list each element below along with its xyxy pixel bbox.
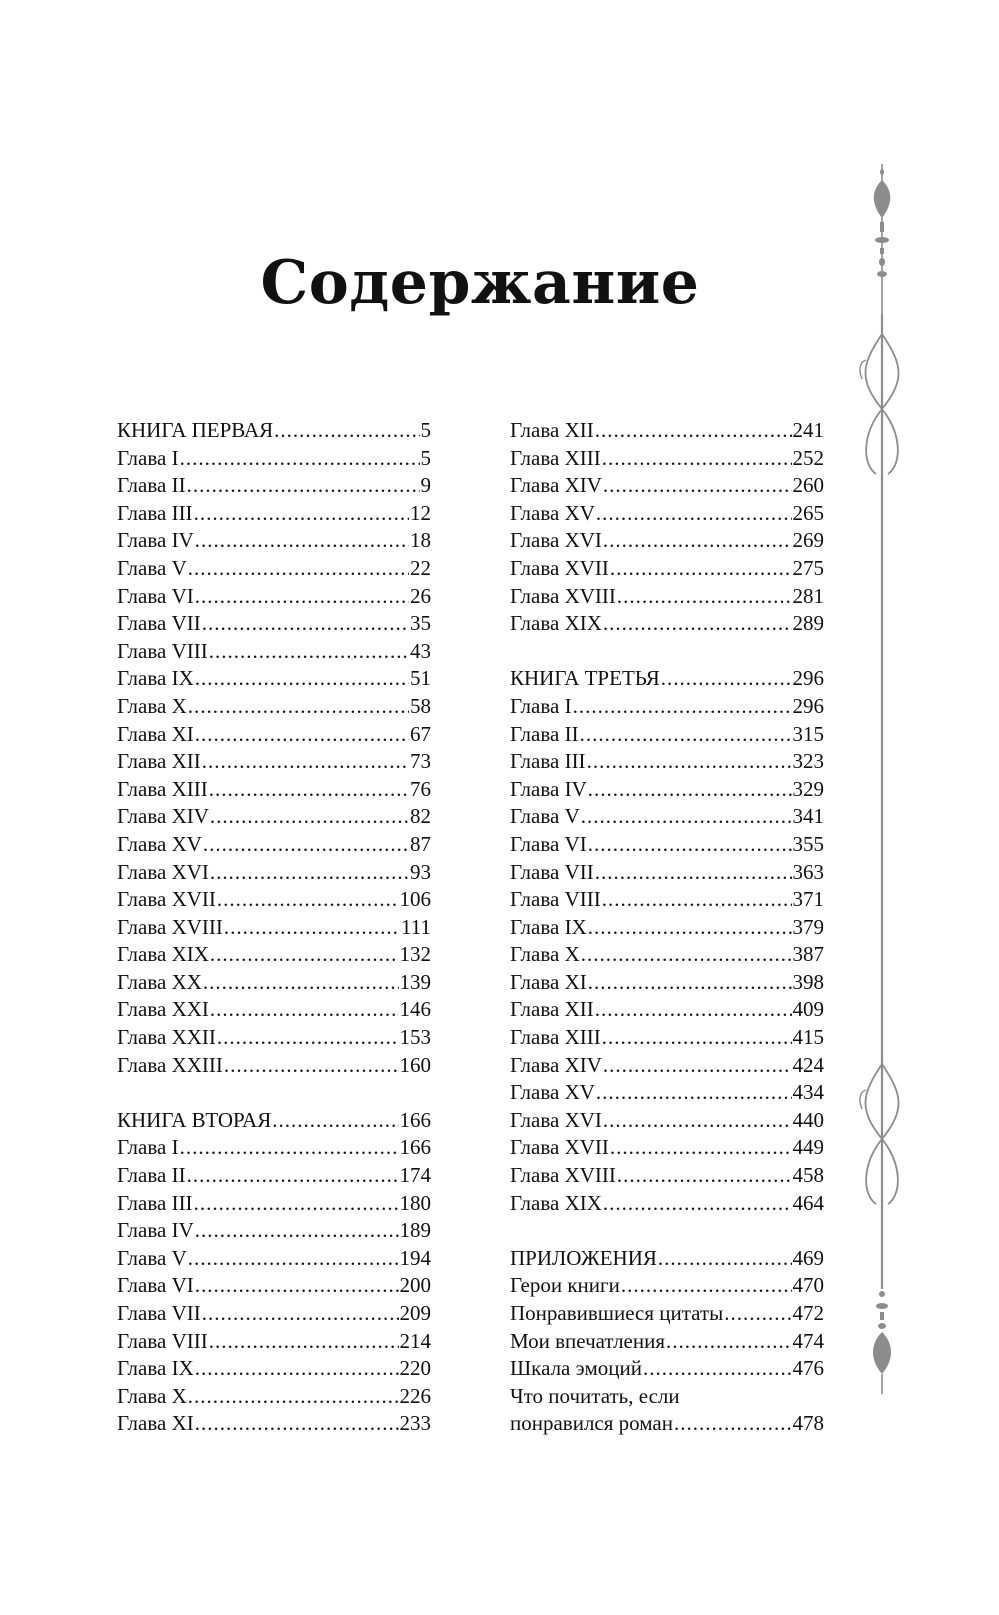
toc-section-entry: [117, 417, 431, 445]
toc-entry-label: Герои книги: [510, 1273, 620, 1298]
dot-leader: [195, 721, 409, 749]
toc-entry-label: Глава XV: [510, 500, 595, 525]
toc-entry: [117, 1134, 431, 1162]
toc-entry: [510, 1162, 824, 1190]
dot-leader: [180, 445, 420, 473]
toc-page-number: 476: [792, 1356, 824, 1381]
dot-leader: [195, 1217, 399, 1245]
dot-leader: [595, 996, 792, 1024]
toc-entry-label: Глава XIV: [117, 804, 209, 829]
dot-leader: [203, 969, 399, 997]
toc-page-number: 341: [792, 804, 824, 829]
dot-leader: [603, 1052, 792, 1080]
toc-page-number: 440: [792, 1107, 824, 1132]
toc-entry-label: КНИГА ПЕРВАЯ: [117, 418, 274, 442]
toc-page-number: 146: [399, 997, 431, 1022]
toc-entry: [117, 555, 431, 583]
toc-entry: [510, 1052, 824, 1080]
toc-entry-label: Глава VI: [510, 831, 587, 856]
toc-page-number: 233: [399, 1411, 431, 1436]
dot-leader: [187, 1162, 399, 1190]
dot-leader: [666, 1328, 791, 1356]
toc-page-number: 315: [792, 721, 824, 746]
dot-leader: [610, 1134, 792, 1162]
dot-leader: [588, 831, 792, 859]
toc-page-number: 132: [399, 942, 431, 967]
toc-page-number: 329: [792, 776, 824, 801]
toc-entry-label: Глава XIV: [510, 473, 602, 498]
dot-leader: [588, 776, 792, 804]
toc-entry-label: Глава XIX: [510, 611, 602, 636]
toc-page-number: 58: [410, 693, 431, 718]
toc-entry: [117, 914, 431, 942]
dot-leader: [195, 583, 409, 611]
toc-entry-label: Глава I: [510, 693, 572, 718]
toc-page-number: 5: [420, 445, 431, 470]
toc-page-number: 424: [792, 1052, 824, 1077]
toc-page-number: 51: [410, 666, 431, 691]
toc-entry: [510, 1024, 824, 1052]
toc-page-number: 458: [792, 1163, 824, 1188]
toc-page-number: 323: [792, 749, 824, 774]
toc-page-number: 12: [410, 500, 431, 525]
dot-leader: [573, 693, 792, 721]
toc-entry-label: Шкала эмоций: [510, 1356, 642, 1381]
toc-page-number: 265: [792, 500, 824, 525]
toc-entry: [510, 1328, 824, 1356]
toc-entry-label: Глава II: [117, 473, 186, 498]
toc-page-number: 260: [792, 473, 824, 498]
toc-page-number: 363: [792, 859, 824, 884]
toc-entry: [510, 1190, 824, 1218]
toc-page-number: 470: [792, 1273, 824, 1298]
toc-entry-label: Глава III: [510, 749, 586, 774]
toc-page-number: 469: [792, 1245, 824, 1270]
dot-leader: [581, 803, 792, 831]
toc-page-number: 275: [792, 555, 824, 580]
toc-entry-label: Понравившиеся цитаты: [510, 1301, 724, 1325]
toc-entry: [510, 610, 824, 638]
toc-entry-label: Глава XVIII: [510, 1163, 616, 1188]
dot-leader: [180, 1134, 399, 1162]
toc-page-number: 22: [410, 555, 431, 580]
dot-leader: [210, 803, 409, 831]
dot-leader: [224, 1052, 399, 1080]
toc-entry-label: Глава XXI: [117, 997, 209, 1022]
toc-entry: [117, 665, 431, 693]
toc-entry-label: понравился роман: [510, 1411, 673, 1436]
toc-entry: [510, 996, 824, 1024]
toc-page-number: 26: [410, 583, 431, 608]
dot-leader: [603, 1107, 792, 1135]
dot-leader: [209, 776, 409, 804]
dot-leader: [588, 914, 792, 942]
dot-leader: [195, 527, 409, 555]
dot-leader: [595, 859, 792, 887]
dot-leader: [195, 1410, 399, 1438]
toc-section-entry: [510, 665, 824, 693]
toc-entry: [510, 914, 824, 942]
toc-entry-label: Глава VI: [117, 1273, 194, 1298]
toc-entry: [510, 941, 824, 969]
dot-leader: [195, 665, 409, 693]
toc-entry-label: Глава V: [117, 555, 187, 580]
dot-leader: [658, 1245, 792, 1273]
toc-entry-label: Глава XIII: [117, 776, 208, 801]
toc-page-number: 139: [399, 969, 431, 994]
dot-leader: [724, 1300, 791, 1328]
dot-leader: [580, 721, 792, 749]
toc-page-number: 82: [410, 804, 431, 829]
toc-entry: [117, 472, 431, 500]
toc-entry-label: Глава XVII: [117, 887, 216, 912]
dot-leader: [194, 500, 409, 528]
dot-leader: [596, 500, 792, 528]
toc-entry: [510, 445, 824, 473]
toc-entry-label: Глава XV: [117, 831, 202, 856]
toc-page-number: 35: [410, 611, 431, 636]
toc-page-number: 180: [399, 1190, 431, 1215]
dot-leader: [602, 1024, 792, 1052]
toc-page-number: 474: [792, 1328, 824, 1353]
toc-entry: [117, 831, 431, 859]
toc-entry-label: Глава VIII: [510, 887, 601, 912]
toc-page-number: 379: [792, 914, 824, 939]
dot-leader: [621, 1272, 792, 1300]
dot-leader: [195, 1272, 399, 1300]
toc-entry-label: Глава XII: [117, 749, 201, 774]
toc-entry-label: Глава III: [117, 500, 193, 525]
dot-leader: [603, 472, 792, 500]
dot-leader: [187, 472, 420, 500]
toc-entry-label: Глава V: [510, 804, 580, 829]
toc-entry-label: Глава XVIII: [510, 583, 616, 608]
toc-entry: [117, 500, 431, 528]
dot-leader: [587, 748, 792, 776]
toc-column-left: [117, 417, 431, 1438]
toc-page-number: 87: [410, 831, 431, 856]
toc-entry: [117, 776, 431, 804]
toc-entry: [510, 1107, 824, 1135]
toc-entry-label: Глава IX: [117, 666, 194, 691]
dot-leader: [603, 1190, 792, 1218]
toc-entry: [117, 1052, 431, 1080]
toc-entry-label: Глава III: [117, 1190, 193, 1215]
toc-entry-label: Глава VII: [117, 1301, 201, 1325]
toc-entry-label: Глава I: [117, 445, 179, 470]
toc-entry: [117, 1300, 431, 1328]
dot-leader: [202, 1300, 399, 1328]
toc-page-number: 5: [420, 418, 431, 442]
toc-entry-label: Глава XII: [510, 997, 594, 1022]
toc-entry: [117, 1024, 431, 1052]
toc-entry: [117, 610, 431, 638]
toc-entry-label: Глава X: [510, 942, 580, 967]
toc-entry-label: Глава IV: [510, 776, 587, 801]
toc-entry-label: Глава VIII: [117, 1328, 208, 1353]
toc-page-number: 296: [792, 693, 824, 718]
dot-leader: [224, 914, 400, 942]
toc-entry: [510, 886, 824, 914]
dot-leader: [202, 610, 409, 638]
dot-leader: [210, 996, 399, 1024]
dot-leader: [595, 417, 792, 445]
toc-entry: [510, 583, 824, 611]
toc-page-number: 174: [399, 1163, 431, 1188]
dot-leader: [210, 859, 409, 887]
toc-entry: [117, 527, 431, 555]
toc-entry: [510, 1355, 824, 1383]
toc-entry-label: Глава XX: [117, 969, 202, 994]
dot-leader: [603, 527, 792, 555]
toc-entry-label: Мои впечатления: [510, 1328, 666, 1353]
toc-entry-label: Глава V: [117, 1245, 187, 1270]
toc-entry: [117, 1217, 431, 1245]
toc-page-number: 281: [792, 583, 824, 608]
toc-page-number: 387: [792, 942, 824, 967]
toc-page-number: 269: [792, 528, 824, 553]
dot-leader: [217, 886, 399, 914]
toc-section-entry: [510, 1245, 824, 1273]
toc-entry: [117, 1272, 431, 1300]
toc-entry: [510, 803, 824, 831]
toc-column-right: [510, 417, 824, 1438]
dot-leader: [643, 1355, 792, 1383]
toc-entry: [117, 693, 431, 721]
toc-entry: [117, 1328, 431, 1356]
dot-leader: [209, 1328, 399, 1356]
toc-entry-label: Глава XVI: [510, 1107, 602, 1132]
toc-entry: [117, 1245, 431, 1273]
toc-entry-label: Глава IV: [117, 528, 194, 553]
dot-leader: [602, 886, 792, 914]
toc-entry: [510, 1300, 824, 1328]
dot-leader: [272, 1107, 398, 1135]
toc-entry-label: Глава XIX: [510, 1190, 602, 1215]
toc-page-number: 43: [410, 638, 431, 663]
toc-entry-label: Глава XVII: [510, 555, 609, 580]
toc-entry: [117, 941, 431, 969]
toc-entry: [117, 638, 431, 666]
toc-page-number: 111: [401, 914, 431, 939]
toc-entry: [117, 1190, 431, 1218]
toc-entry: [510, 472, 824, 500]
toc-entry-label: Глава XIX: [117, 942, 209, 967]
dot-leader: [588, 969, 792, 997]
dot-leader: [596, 1079, 792, 1107]
toc-entry-label: Глава XXII: [117, 1025, 216, 1050]
dot-leader: [581, 941, 792, 969]
toc-page-number: 449: [792, 1135, 824, 1160]
toc-entry-label: Глава XXIII: [117, 1052, 223, 1077]
toc-page-number: 189: [399, 1218, 431, 1243]
toc-entry-label: КНИГА ТРЕТЬЯ: [510, 666, 660, 691]
dot-leader: [209, 638, 409, 666]
toc-page-number: 398: [792, 969, 824, 994]
dot-leader: [195, 1355, 399, 1383]
toc-entry: [117, 859, 431, 887]
toc-entry-label: Глава II: [510, 721, 579, 746]
toc-page-number: 289: [792, 611, 824, 636]
toc-page-number: 464: [792, 1190, 824, 1215]
toc-entry: [510, 776, 824, 804]
dot-leader: [188, 555, 409, 583]
dot-leader: [661, 665, 792, 693]
toc-entry-label: Глава VII: [510, 859, 594, 884]
toc-page-number: 409: [792, 997, 824, 1022]
toc-page-number: 241: [792, 418, 824, 442]
toc-entry: [510, 859, 824, 887]
toc-entry-label: Глава X: [117, 1383, 187, 1408]
toc-entry: [510, 693, 824, 721]
toc-entry-label: Глава XV: [510, 1080, 595, 1105]
toc-page-number: 73: [410, 749, 431, 774]
toc-page-number: 415: [792, 1025, 824, 1050]
toc-entry: [510, 748, 824, 776]
toc-entry: [117, 969, 431, 997]
toc-entry: [117, 445, 431, 473]
dot-leader: [217, 1024, 399, 1052]
toc-entry: [117, 886, 431, 914]
toc-entry: [117, 803, 431, 831]
toc-section-entry: [117, 1107, 431, 1135]
toc-page-number: 93: [410, 859, 431, 884]
toc-entry-label: Глава XIII: [510, 445, 601, 470]
toc-entry: [117, 1355, 431, 1383]
toc-entry-label: Глава IX: [117, 1356, 194, 1381]
toc-entry-label: Глава XIV: [510, 1052, 602, 1077]
dot-leader: [210, 941, 399, 969]
toc-page-number: 226: [399, 1383, 431, 1408]
toc-page-number: 9: [420, 473, 431, 498]
toc-entry-label-line: Что почитать, если: [510, 1383, 680, 1408]
toc-entry-label: Глава IX: [510, 914, 587, 939]
dot-leader: [602, 445, 792, 473]
toc-page-number: 166: [399, 1107, 431, 1132]
toc-entry: [117, 748, 431, 776]
dot-leader: [203, 831, 409, 859]
dot-leader: [274, 417, 419, 445]
toc-page-number: 67: [410, 721, 431, 746]
toc-page-number: 220: [399, 1356, 431, 1381]
toc-page-number: 200: [399, 1273, 431, 1298]
toc-entry: [117, 1162, 431, 1190]
toc-entry-label: Глава XII: [510, 418, 594, 442]
toc-entry-label: Глава XI: [117, 721, 194, 746]
toc-entry-label: ПРИЛОЖЕНИЯ: [510, 1245, 657, 1270]
toc-entry-label: Глава X: [117, 693, 187, 718]
toc-entry-label: Глава VIII: [117, 638, 208, 663]
toc-entry-label: КНИГА ВТОРАЯ: [117, 1107, 272, 1132]
toc-entry-label: Глава XVI: [510, 528, 602, 553]
toc-entry: [117, 721, 431, 749]
dot-leader: [603, 610, 792, 638]
toc-entry-label: Глава VII: [117, 611, 201, 636]
toc-entry: [510, 1079, 824, 1107]
toc-entry: [117, 996, 431, 1024]
toc-entry: [117, 1410, 431, 1438]
decorative-ornament-icon: [858, 164, 906, 1454]
toc-entry-label: Глава XI: [117, 1411, 194, 1436]
toc-page-number: 194: [399, 1245, 431, 1270]
toc-entry-label: Глава VI: [117, 583, 194, 608]
dot-leader: [674, 1410, 792, 1438]
toc-entry: [510, 721, 824, 749]
dot-leader: [188, 693, 409, 721]
dot-leader: [202, 748, 409, 776]
toc-page-number: 472: [792, 1301, 824, 1325]
toc-page-number: 153: [399, 1025, 431, 1050]
toc-entry: [510, 1272, 824, 1300]
toc-page-number: 166: [399, 1135, 431, 1160]
toc-entry: [510, 1410, 824, 1438]
toc-entry: [510, 555, 824, 583]
toc-entry-label: Глава XVI: [117, 859, 209, 884]
toc-page-number: 252: [792, 445, 824, 470]
page-title: Содержание: [260, 248, 700, 318]
toc-entry: [510, 417, 824, 445]
toc-page-number: 160: [399, 1052, 431, 1077]
toc-page-number: 371: [792, 887, 824, 912]
toc-entry-label: Глава IV: [117, 1218, 194, 1243]
toc-entry: [510, 969, 824, 997]
toc-entry-label: Глава XVIII: [117, 914, 223, 939]
toc-page-number: 106: [399, 887, 431, 912]
toc-entry-label: Глава XI: [510, 969, 587, 994]
toc-page-number: 18: [410, 528, 431, 553]
toc-entry: [510, 527, 824, 555]
dot-leader: [617, 583, 792, 611]
toc-page-number: 355: [792, 831, 824, 856]
toc-entry: [117, 1383, 431, 1411]
dot-leader: [188, 1245, 399, 1273]
toc-entry-label: Глава XVII: [510, 1135, 609, 1160]
dot-leader: [617, 1162, 792, 1190]
dot-leader: [610, 555, 792, 583]
toc-page-number: 209: [399, 1301, 431, 1325]
toc-page-number: 296: [792, 666, 824, 691]
toc-entry-label: Глава II: [117, 1163, 186, 1188]
toc-page-number: 76: [410, 776, 431, 801]
toc-page-number: 434: [792, 1080, 824, 1105]
toc-page-number: 214: [399, 1328, 431, 1353]
toc-entry: [510, 500, 824, 528]
toc-entry-label: Глава XIII: [510, 1025, 601, 1050]
toc-entry: [510, 1134, 824, 1162]
toc-entry: [510, 831, 824, 859]
dot-leader: [188, 1383, 399, 1411]
toc-page-number: 478: [792, 1411, 824, 1436]
toc-entry-label: Глава I: [117, 1135, 179, 1160]
dot-leader: [194, 1190, 399, 1218]
toc-entry: [117, 583, 431, 611]
